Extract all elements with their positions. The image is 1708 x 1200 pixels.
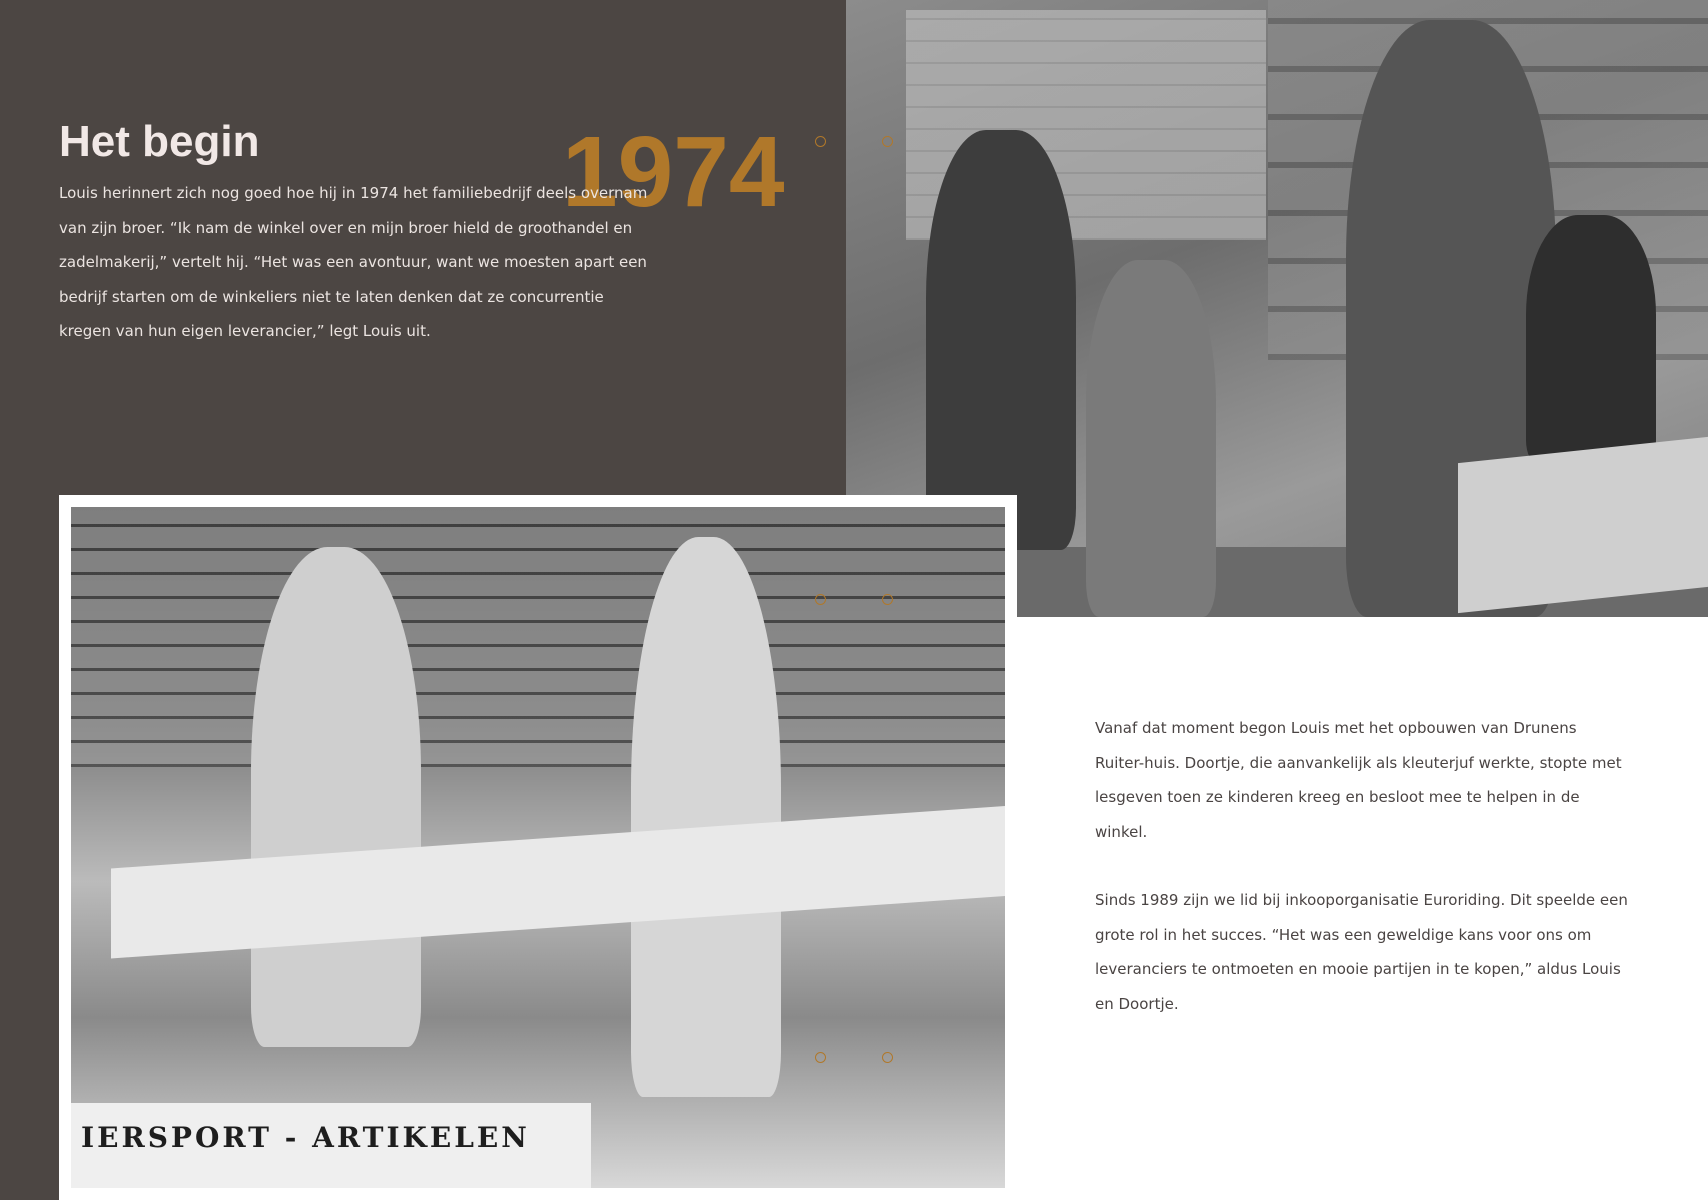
- decor-dot-6: [882, 1052, 893, 1063]
- decor-dot-1: [815, 136, 826, 147]
- photo-counter: [1458, 437, 1708, 613]
- photo-girl-left: [1086, 260, 1216, 617]
- body-paragraph-1: Vanaf dat moment begon Louis met het opbouwen van Drunens Ruiter-huis. Doortje, die aanvankelijk als kleuterjuf werkte, stopte met lesgeven toen ze kinderen kreeg en besloot mee te helpen in de winkel.: [1095, 719, 1622, 841]
- photo-girl-right: [1526, 215, 1656, 465]
- photo-woman: [926, 130, 1076, 550]
- body-text: [1095, 711, 1630, 1055]
- decor-dot-5: [815, 1052, 826, 1063]
- decor-dot-2: [882, 136, 893, 147]
- section-heading: Het begin: [59, 117, 260, 166]
- workshop-photo: [59, 495, 1017, 1200]
- workshop-photo-image: [71, 507, 1005, 1188]
- body-paragraph-2: Sinds 1989 zijn we lid bij inkooporganisatie Euroriding. Dit speelde een grote rol in het succes. “Het was een geweldige kans voor ons om leveranciers te ontmoeten en mooie partijen in te kopen,” aldus Louis en Doortje.: [1095, 891, 1628, 1013]
- photo-worker-right: [631, 537, 781, 1097]
- photo-work-table: [111, 806, 1005, 959]
- photo-sign: IERSPORT - ARTIKELEN: [71, 1103, 591, 1188]
- intro-paragraph: Louis herinnert zich nog goed hoe hij in 1974 het familiebedrijf deels overnam van zijn broer. “Ik nam de winkel over en mijn broer hield de groothandel en zadelmakerij,” vertelt hij. “Het was een avontuur, want we moesten apart een bedrijf starten om de winkeliers niet te laten denken dat ze concurrentie kregen van hun eigen leverancier,” legt Louis uit.: [59, 184, 648, 340]
- photo-brick-wall: [71, 507, 1005, 767]
- decor-dot-4: [882, 594, 893, 605]
- photo-worker-left: [251, 547, 421, 1047]
- decor-dot-3: [815, 594, 826, 605]
- year-label: 1974: [562, 116, 785, 228]
